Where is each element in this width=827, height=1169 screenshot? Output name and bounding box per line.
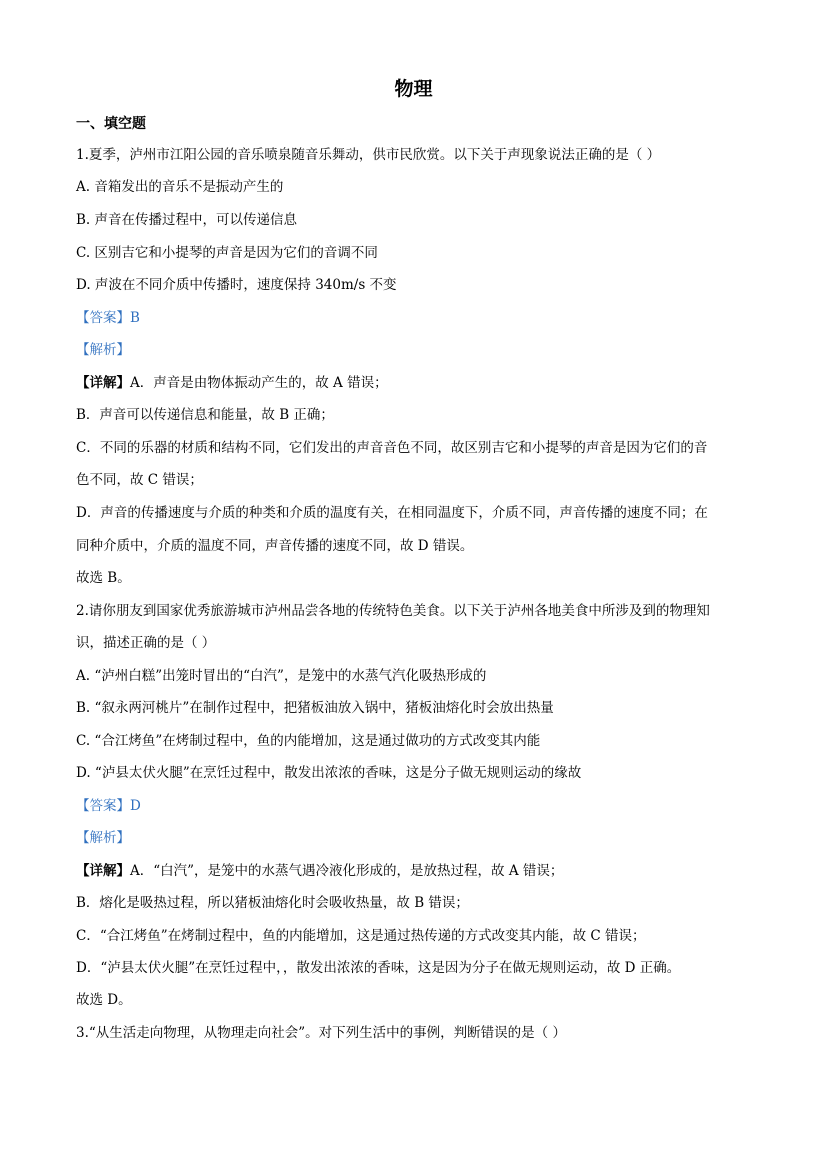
question-1-answer: 【答案】B xyxy=(76,310,140,326)
detail-tag: 【详解】 xyxy=(76,375,130,391)
question-1-option-b: B. 声音在传播过程中，可以传递信息 xyxy=(76,212,298,228)
question-2-option-b: B. “叙永两河桃片”在制作过程中，把猪板油放入锅中，猪板油熔化时会放出热量 xyxy=(76,700,554,716)
question-2-analysis-label: 【解析】 xyxy=(76,830,130,846)
question-1-option-a: A. 音箱发出的音乐不是振动产生的 xyxy=(76,179,284,195)
question-2-detail-line-4: D．“泸县太伏火腿”在烹饪过程中，，散发出浓浓的香味，这是因为分子在做无规则运动，故 D 正确。 xyxy=(76,960,681,976)
question-2-option-c: C. “合江烤鱼”在烤制过程中，鱼的内能增加，这是通过做功的方式改变其内能 xyxy=(76,733,541,749)
question-1-detail-line-6: 同种介质中，介质的温度不同，声音传播的速度不同，故 D 错误。 xyxy=(76,538,474,554)
question-1-analysis-label: 【解析】 xyxy=(76,342,130,358)
question-1-detail-line-1 xyxy=(76,373,755,393)
question-2-stem-line-2: 识，描述正确的是（ ） xyxy=(76,635,216,651)
question-2-detail-line-2: B．熔化是吸热过程，所以猪板油熔化时会吸收热量，故 B 错误； xyxy=(76,895,469,911)
question-2-option-d: D. “泸县太伏火腿”在烹饪过程中，散发出浓浓的香味，这是分子做无规则运动的缘故 xyxy=(76,765,582,781)
document-title: 物理 xyxy=(394,78,433,100)
question-1-option-d: D. 声波在不同介质中传播时，速度保持 340m/s 不变 xyxy=(76,277,397,293)
question-1-detail-line-5: D．声音的传播速度与介质的种类和介质的温度有关，在相同温度下，介质不同，声音传播的速度不同；在 xyxy=(76,505,708,521)
question-1-option-c: C. 区别吉它和小提琴的声音是因为它们的音调不同 xyxy=(76,245,378,261)
question-2-detail-line-3: C．“合江烤鱼”在烤制过程中，鱼的内能增加，这是通过热传递的方式改变其内能，故 C 错误； xyxy=(76,928,646,944)
question-2-option-a: A. “泸州白糕”出笼时冒出的“白汽”，是笼中的水蒸气汽化吸热形成的 xyxy=(76,668,487,684)
question-1-stem: 1.夏季，泸州市江阳公园的音乐喷泉随音乐舞动，供市民欣赏。以下关于声现象说法正确的是（ ） xyxy=(76,147,661,163)
question-2-detail-line-1 xyxy=(76,861,755,881)
section-title: 一、填空题 xyxy=(76,116,146,132)
question-2-stem-line-1: 2.请你朋友到国家优秀旅游城市泸州品尝各地的传统特色美食。以下关于泸州各地美食中所涉及到的物理知 xyxy=(76,603,710,619)
question-1-detail-line-4: 色不同，故 C 错误； xyxy=(76,472,203,488)
question-3-stem: 3.“从生活走向物理，从物理走向社会”。对下列生活中的事例，判断错误的是（ ） xyxy=(76,1025,566,1041)
detail-text: A．“白汽”，是笼中的水蒸气遇冷液化形成的，是放热过程，故 A 错误； xyxy=(130,863,564,879)
detail-tag: 【详解】 xyxy=(76,863,130,879)
question-1-conclusion: 故选 B。 xyxy=(76,570,131,586)
question-1-detail-line-3: C．不同的乐器的材质和结构不同，它们发出的声音音色不同，故区别吉它和小提琴的声音是因为它们的音 xyxy=(76,440,708,456)
detail-text: A．声音是由物体振动产生的，故 A 错误； xyxy=(130,375,388,391)
question-1-detail-line-2: B．声音可以传递信息和能量，故 B 正确； xyxy=(76,407,334,423)
question-2-answer: 【答案】D xyxy=(76,798,141,814)
question-2-conclusion: 故选 D。 xyxy=(76,992,132,1008)
